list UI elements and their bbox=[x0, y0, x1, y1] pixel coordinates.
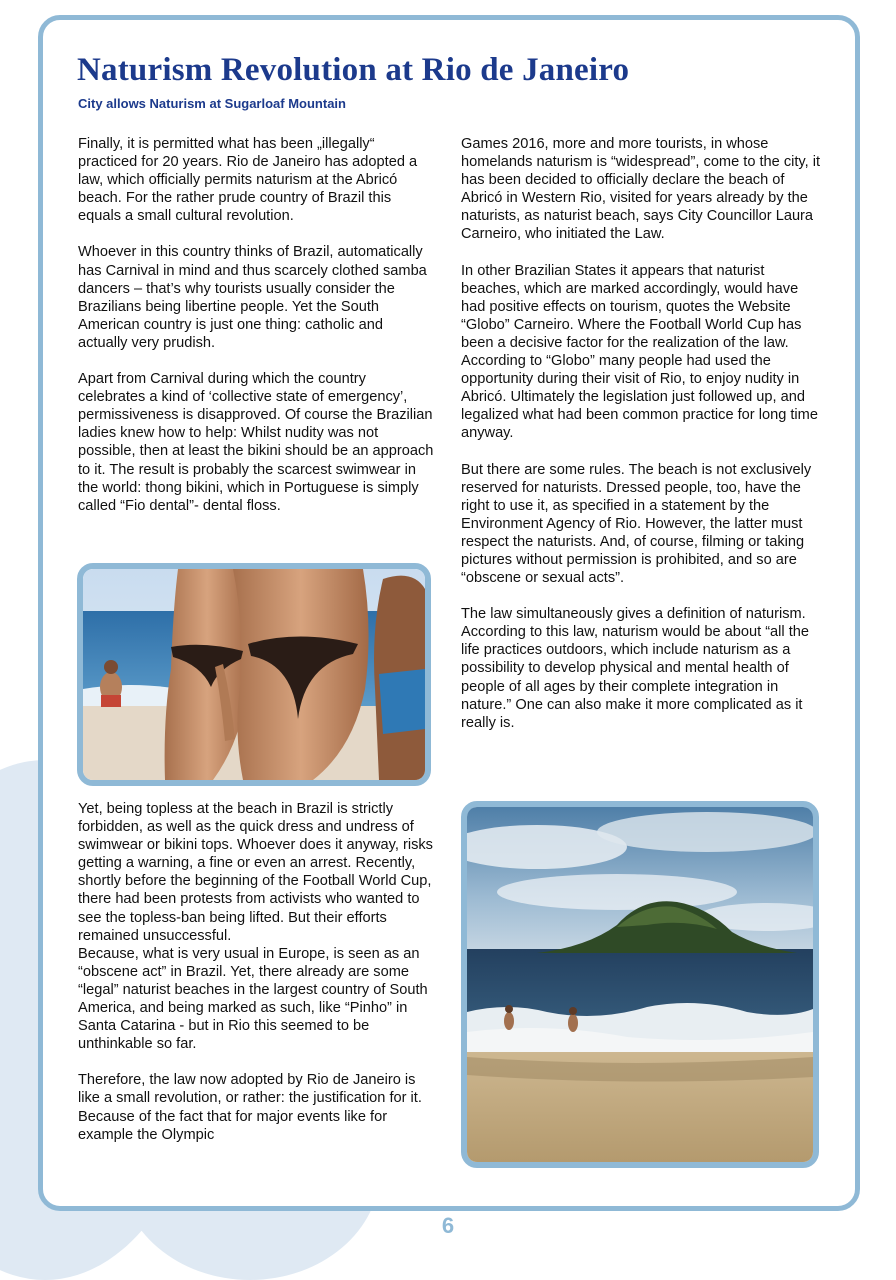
paragraph: In other Brazilian States it appears that naturist beaches, which are marked accordingly, would have had positive effects on tourism, quotes the Website “Globo” Carneiro. Where the Football World Cup has been a decisive factor for the realization of the law. According to “Globo” many people had used the opportunity during their visit of Rio, to enjoy nudity in Abricó. Ultimately the legislation just followed up, and legalized what had been common practice for long time anyway. bbox=[461, 262, 818, 442]
beach-photo-illustration bbox=[83, 569, 425, 780]
left-column-top bbox=[78, 135, 436, 515]
island-photo-illustration bbox=[467, 807, 813, 1162]
beach-photo bbox=[77, 563, 431, 786]
paragraph: But there are some rules. The beach is not exclusively reserved for naturists. Dressed people, too, have the right to use it, as specified in a statement by the Environment Agency of Rio. However, the latter must respect the naturists. And, of course, filming or taking pictures without permission is prohibited, and so are “obscene or sexual acts”. bbox=[461, 461, 812, 587]
paragraph: Whoever in this country thinks of Brazil, automatically has Carnival in mind and thus scarcely clothed samba dancers – that’s why tourists usually consider the Brazilians being libertine people. Yet the South American country is just one thing: catholic and actually very prudish. bbox=[78, 244, 427, 351]
paragraph: Games 2016, more and more tourists, in whose homelands naturism is “widespread”, come to the city, it has been decided to officially declare the beach of Abricó in Western Rio, visited for years already by the naturists, as naturist beach, says City Councillor Laura Carneiro, who initiated the Law. bbox=[461, 136, 821, 243]
article-title: Naturism Revolution at Rio de Janeiro bbox=[77, 52, 630, 88]
paragraph: The law simultaneously gives a definition of naturism. According to this law, naturism would be about “all the life practices outdoors, which include naturism as a possibility to develop physical and mental health of people of all ages by their complete integration in nature.” One can also make it more complicated as it really is. bbox=[461, 606, 810, 731]
left-column-bottom bbox=[78, 800, 436, 1144]
island-photo bbox=[461, 801, 819, 1168]
paragraph: Yet, being topless at the beach in Brazil is strictly forbidden, as well as the quick dress and undress of swimwear or bikini tops. Whoever does it anyway, risks getting a warning, a fine or even an arrest. Recently, shortly before the beginning of the Football World Cup, there had been protests from activists who wanted to see the topless-ban being lifted. But their efforts remained unsuccessful. bbox=[78, 801, 433, 944]
paragraph: Because, what is very usual in Europe, is seen as an “obscene act” in Brazil. Yet, there already are some “legal” naturist beaches in the largest country of South America, and being marked as such, like “Pinho” in Santa Catarina - but in Rio this seemed to be unthinkable so far. bbox=[78, 945, 428, 1053]
article-subtitle: City allows Naturism at Sugarloaf Mountain bbox=[78, 96, 346, 111]
paragraph: Apart from Carnival during which the country celebrates a kind of ‘collective state of emergency’, permissiveness is disapproved. Of course the Brazilian ladies knew how to help: Whilst nudity was not possible, then at least the bikini should be an approach to it. The result is probably the scarcest swimwear in the world: thong bikini, which in Portuguese is simply called “Fio dental”- dental floss. bbox=[78, 371, 434, 514]
right-column bbox=[461, 135, 821, 732]
page-number: 6 bbox=[441, 1213, 455, 1238]
paragraph: Finally, it is permitted what has been „illegally“ practiced for 20 years. Rio de Janeiro has adopted a law, which officially permits naturism at the Abricó beach. For the rather prude country of Brazil this equals a small cultural revolution. bbox=[78, 136, 418, 225]
paragraph: Therefore, the law now adopted by Rio de Janeiro is like a small revolution, or rather: the justification for it. Because of the fact that for major events like for example the Olympic bbox=[78, 1072, 422, 1143]
